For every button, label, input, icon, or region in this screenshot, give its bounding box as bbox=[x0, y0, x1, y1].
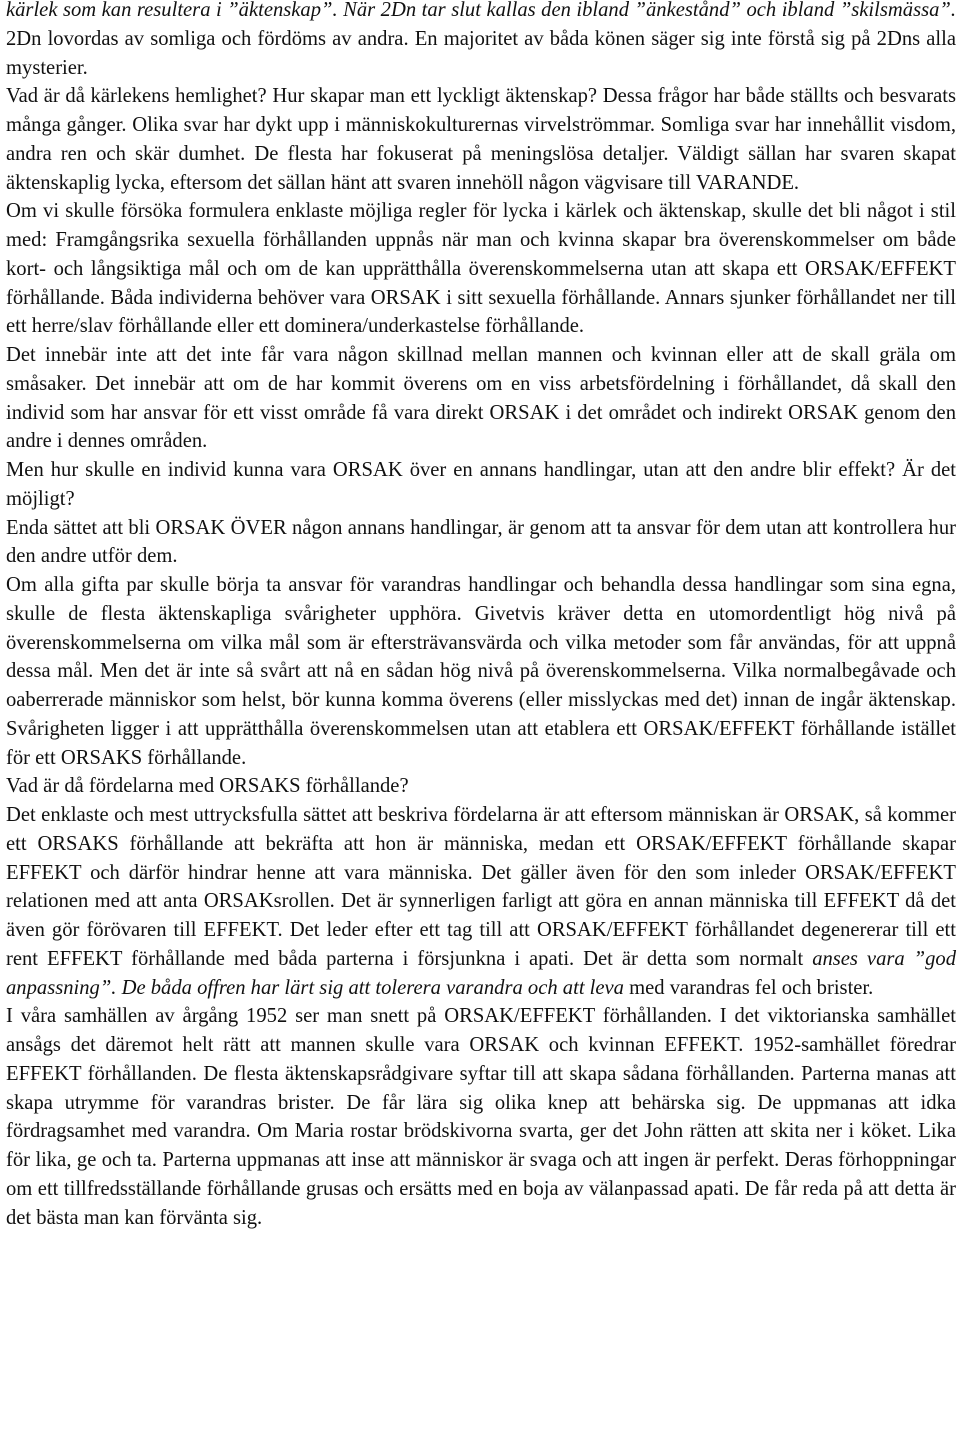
paragraph-9 bbox=[6, 801, 956, 1002]
paragraph-3 bbox=[6, 197, 956, 341]
paragraph-1-italic-lead: kärlek som kan resultera i ”äktenskap”. När 2Dn tar slut kallas den ibland ”änkestånd” och ibland ”skilsmässa”. bbox=[6, 0, 956, 21]
paragraph-7 bbox=[6, 571, 956, 772]
paragraph-4-text: Det innebär inte att det inte får vara någon skillnad mellan mannen och kvinnan eller att de skall gräla om småsaker. Det innebär att om de har kommit överens om en viss arbetsfördelning i förhållandet, då skall den individ som har ansvar för ett visst område få vara direkt ORSAK i det området och indirekt ORSAK genom den andre i dennes områden. bbox=[6, 344, 956, 453]
paragraph-1-text: 2Dn lovordas av somliga och fördöms av andra. En majoritet av båda könen säger sig inte förstå sig på 2Dns alla mysterier. bbox=[6, 27, 956, 79]
document-page bbox=[6, 0, 956, 1232]
paragraph-9-tail: med varandras fel och brister. bbox=[623, 976, 874, 999]
paragraph-2-text: Vad är då kärlekens hemlighet? Hur skapar man ett lyckligt äktenskap? Dessa frågor har både ställts och besvarats många gånger. Olika svar har dykt upp i människokulturernas virvelströmmar. Somliga svar har innehållit visdom, andra ren och skär dumhet. De flesta har fokuserat på meningslösa detaljer. Väldigt sällan har svaren skapat äktenskaplig lycka, eftersom det sällan hänt att svaren innehöll någon vägvisare till VARANDE. bbox=[6, 85, 956, 194]
paragraph-5-text: Men hur skulle en individ kunna vara ORSAK över en annans handlingar, utan att den andre blir effekt? Är det möjligt? bbox=[6, 459, 956, 510]
paragraph-10 bbox=[6, 1002, 956, 1232]
paragraph-6 bbox=[6, 514, 956, 572]
paragraph-10-text: I våra samhällen av årgång 1952 ser man snett på ORSAK/EFFEKT förhållanden. I det viktorianska samhället ansågs det däremot helt rätt att mannen skulle vara ORSAK och kvinnan EFFEKT. 1952-samhället föredrar EFFEKT förhållanden. De flesta äktenskapsrådgivare syftar till att skapa sådana förhållanden. Parterna manas att skapa utrymme för varandras brister. De får lära sig olika knep att behärska sig. De uppmanas att idka fördragsamhet med varandra. Om Maria rostar brödskivorna svarta, ger det John rätten att skita ner i köket. Lika för lika, ge och ta. Parterna uppmanas att inse att människor är svaga och att ingen är perfekt. Deras förhoppningar om ett tillfredsställande förhållande grusas och ersätts med en boja av välanpassad apati. De får reda på att detta är det bästa man kan förvänta sig. bbox=[6, 1005, 956, 1229]
paragraph-9-italic-phrase: anses vara ”god anpassning”. De båda offren har lärt sig att tolerera varandra och att leva bbox=[6, 947, 956, 999]
paragraph-6-text: Enda sättet att bli ORSAK ÖVER någon annans handlingar, är genom att ta ansvar för dem utan att kontrollera hur den andre utför dem. bbox=[6, 516, 956, 568]
paragraph-8-text: Vad är då fördelarna med ORSAKS förhållande? bbox=[6, 775, 409, 798]
paragraph-8 bbox=[6, 772, 956, 801]
paragraph-5 bbox=[6, 456, 956, 514]
paragraph-7-text: Om alla gifta par skulle börja ta ansvar för varandras handlingar och behandla dessa handlingar som sina egna, skulle de flesta äktenskapliga svårigheter upphöra. Givetvis kräver detta en utomordentligt hög nivå på överenskommelserna om vilka mål som är eftersträvansvärda och vilka metoder som får användas, för att uppnå dessa mål. Men det är inte så svårt att nå en sådan hög nivå på överenskommelserna. Vilka normalbegåvade och oaberrerade människor som helst, bör kunna komma överens (eller misslyckas med det) innan de ingår äktenskap. Svårigheten ligger i att upprätthålla överenskommelsen utan att etablera ett ORSAK/EFFEKT förhållande istället för ett ORSAKS förhållande. bbox=[6, 574, 956, 769]
paragraph-3-text: Om vi skulle försöka formulera enklaste möjliga regler för lycka i kärlek och äktenskap, skulle det bli något i stil med: Framgångsrika sexuella förhållanden uppnås när man och kvinna skapar bra överenskommelser om både kort- och långsiktiga mål och om de kan upprätthålla överenskommelserna utan att skapa ett ORSAK/EFFEKT förhållande. Båda individerna behöver vara ORSAK i sitt sexuella förhållande. Annars sjunker förhållandet ner till ett herre/slav förhållande eller ett dominera/underkastelse förhållande. bbox=[6, 200, 956, 338]
paragraph-1 bbox=[6, 0, 956, 82]
paragraph-4 bbox=[6, 341, 956, 456]
paragraph-2 bbox=[6, 82, 956, 197]
paragraph-9-text: Det enklaste och mest uttrycksfulla sättet att beskriva fördelarna är att eftersom människan är ORSAK, så kommer ett ORSAKS förhållande att bekräfta att hon är människa, medan ett ORSAK/EFFEKT förhållande skapar EFFEKT och därför hindrar henne att vara människa. Det gäller även för den som inleder ORSAK/EFFEKT relationen med att anta ORSAKsrollen. Det är synnerligen farligt att göra en annan människa till EFFEKT då det även gör förövaren till EFFEKT. Det leder efter ett tag till att ORSAK/EFFEKT förhållandet degenererar till ett rent EFFEKT förhållande med båda parterna i försjunkna i apati. Det är detta som normalt bbox=[6, 804, 956, 970]
